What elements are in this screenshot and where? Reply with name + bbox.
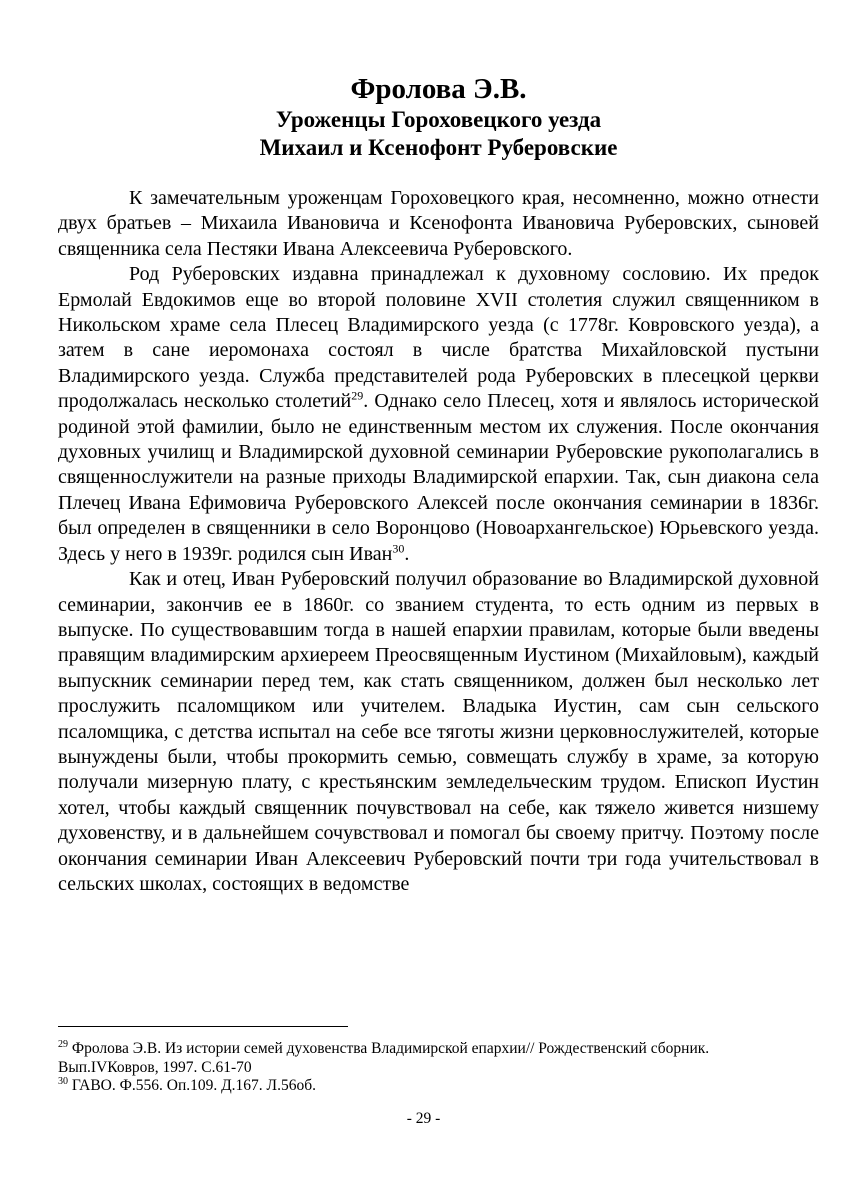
- paragraph-2: [58, 262, 819, 567]
- footnote-separator: [58, 1026, 348, 1027]
- paragraph-3: Как и отец, Иван Руберовский получил образование во Владимирской духовной семинарии, закончив ее в 1860г. со званием студента, то есть одним из первых в выпуске. По существовавшим тогда в нашей епархии правилам, которые были введены правящим владимирским архиереем Преосвященным Иустином (Михайловым), каждый выпускник семинарии перед тем, как стать священником, должен был несколько лет прослужить псаломщиком или учителем. Владыка Иустин, сам сын сельского псаломщика, с детства испытал на себе все тяготы жизни церковнослужителей, которые вынуждены были, чтобы прокормить семью, совмещать службу в храме, за которую получали мизерную плату, с крестьянским земледельческим трудом. Епископ Иустин хотел, чтобы каждый священник почувствовал на себе, как тяжело живется низшему духовенству, и в дальнейшем сочувствовал и помогал бы своему притчу. Поэтому после окончания семинарии Иван Алексеевич Руберовский почти три года учительствовал в сельских школах, состоящих в ведомстве: [58, 568, 819, 895]
- paragraph-2-text-a: Род Руберовских издавна принадлежал к духовному сословию. Их предок Ермолай Евдокимов еще во второй половине XVII столетия служил священником в Никольском храме села Плесец Владимирского уезда (с 1778г. Ковровского уезда), а затем в сане иеромонаха состоял в числе братства Михайловской пустыни Владимирского уезда. Служба представителей рода Руберовских в плесецкой церкви продолжалась несколько столетий: [58, 263, 819, 413]
- title-line-1: Уроженцы Гороховецкого уезда: [275, 107, 602, 132]
- author-heading: Фролова Э.В.: [350, 73, 527, 105]
- footnote-30-number: 30: [58, 1075, 68, 1087]
- footnotes: [58, 1040, 778, 1096]
- footnote-30: [58, 1077, 778, 1096]
- document-page: [58, 72, 819, 897]
- title-line-2: Михаил и Ксенофонт Руберовские: [259, 135, 618, 160]
- paragraph-2-text-b: . Однако село Плесец, хотя и являлось исторической родиной этой фамилии, было не единственным местом их служения. После окончания духовных училищ и Владимирской духовной семинарии Руберовские рукополагались в священнослужители на разные приходы Владимирской епархии. Так, сын диакона села Плечец Ивана Ефимовича Руберовского Алексей после окончания семинарии в 1836г. был определен в священники в село Воронцово (Новоархангельское) Юрьевского уезда. Здесь у него в 1939г. родился сын Иван: [58, 390, 819, 565]
- page-number: - 29 -: [406, 1110, 441, 1127]
- footnote-29-text: Фролова Э.В. Из истории семей духовенства Владимирской епархии// Рождественский сборник. Вып.IVКовров, 1997. С.61-70: [58, 1040, 710, 1076]
- footnote-ref-29[interactable]: 29: [351, 388, 364, 403]
- footnote-29-number: 29: [58, 1038, 68, 1050]
- article-body: [58, 186, 819, 897]
- footnote-ref-30[interactable]: 30: [392, 541, 405, 556]
- paragraph-1: К замечательным уроженцам Гороховецкого края, несомненно, можно отнести двух братьев – Михаила Ивановича и Ксенофонта Ивановича Руберовских, сыновей священника села Пестяки Ивана Алексеевича Руберовского.: [58, 187, 819, 260]
- paragraph-2-text-c: .: [404, 542, 410, 565]
- footnote-29: [58, 1040, 778, 1077]
- footnote-30-text: ГАВО. Ф.556. Оп.109. Д.167. Л.56об.: [68, 1077, 316, 1094]
